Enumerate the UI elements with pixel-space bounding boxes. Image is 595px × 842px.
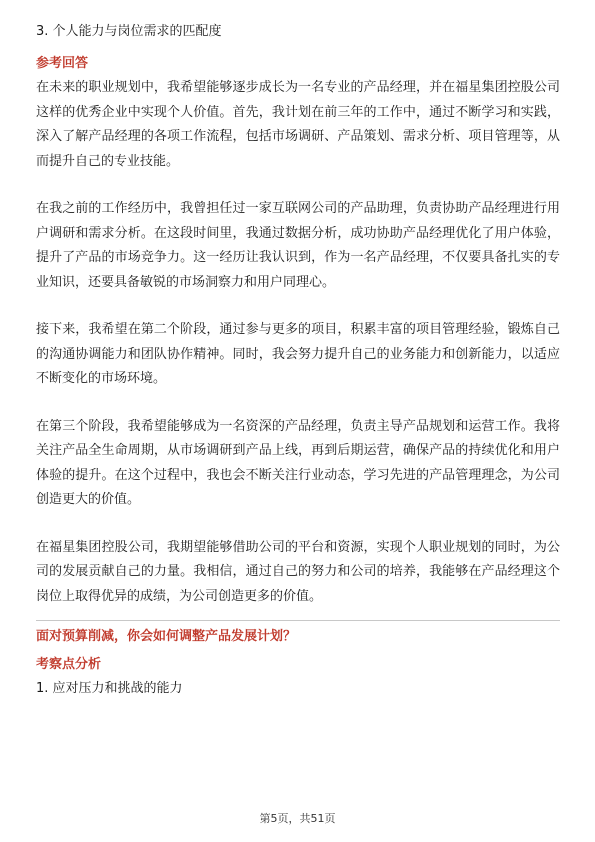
next-question-title: 面对预算削减，你会如何调整产品发展计划？ (36, 629, 297, 644)
answer-paragraph-5: 在福星集团控股公司，我期望能够借助公司的平台和资源，实现个人职业规划的同时，为公司的发展贡献自己的力量。我相信，通过自己的努力和公司的培养，我能够在产品经理这个岗位上取得优异的成绩，为公司创造更多的价值。 (36, 539, 560, 604)
paragraph-gap (36, 174, 560, 197)
paragraph-gap (36, 392, 560, 415)
question-title: 3. 个人能力与岗位需求的匹配度 (36, 24, 222, 39)
answer-paragraph-4: 在第三个阶段，我希望能够成为一名资深的产品经理，负责主导产品规划和运营工作。我将关注产品全生命周期，从市场调研到产品上线，再到后期运营，确保产品的持续优化和用户体验的提升。在这个过程中，我也会不断关注行业动态，学习先进的产品管理理念，为公司创造更大的价值。 (36, 418, 560, 507)
answer-paragraph-2: 在我之前的工作经历中，我曾担任过一家互联网公司的产品助理，负责协助产品经理进行用户调研和需求分析。在这段时间里，我通过数据分析，成功协助产品经理优化了用户体验，提升了产品的市场竞争力。这一经历让我认识到，作为一名产品经理，不仅要具备扎实的专业知识，还要具备敏锐的市场洞察力和用户同理心。 (36, 201, 560, 290)
answer-label: 参考回答 (36, 56, 89, 71)
paragraph-gap (36, 513, 560, 536)
section-divider (36, 620, 560, 621)
document-page (36, 22, 560, 699)
page-footer: 第5页，共51页 (259, 812, 336, 825)
analysis-label: 考察点分析 (36, 657, 102, 672)
analysis-point-1: 1. 应对压力和挑战的能力 (36, 681, 183, 696)
answer-paragraph-3: 接下来，我希望在第二个阶段，通过参与更多的项目，积累丰富的项目管理经验，锻炼自己的沟通协调能力和团队协作精神。同时，我会努力提升自己的业务能力和创新能力，以适应不断变化的市场环境。 (36, 322, 560, 386)
answer-paragraph-1: 在未来的职业规划中，我希望能够逐步成长为一名专业的产品经理，并在福星集团控股公司这样的优秀企业中实现个人价值。首先，我计划在前三年的工作中，通过不断学习和实践，深入了解产品经理的各项工作流程，包括市场调研、产品策划、需求分析、项目管理等，从而提升自己的专业技能。 (36, 80, 560, 169)
paragraph-gap (36, 295, 560, 318)
